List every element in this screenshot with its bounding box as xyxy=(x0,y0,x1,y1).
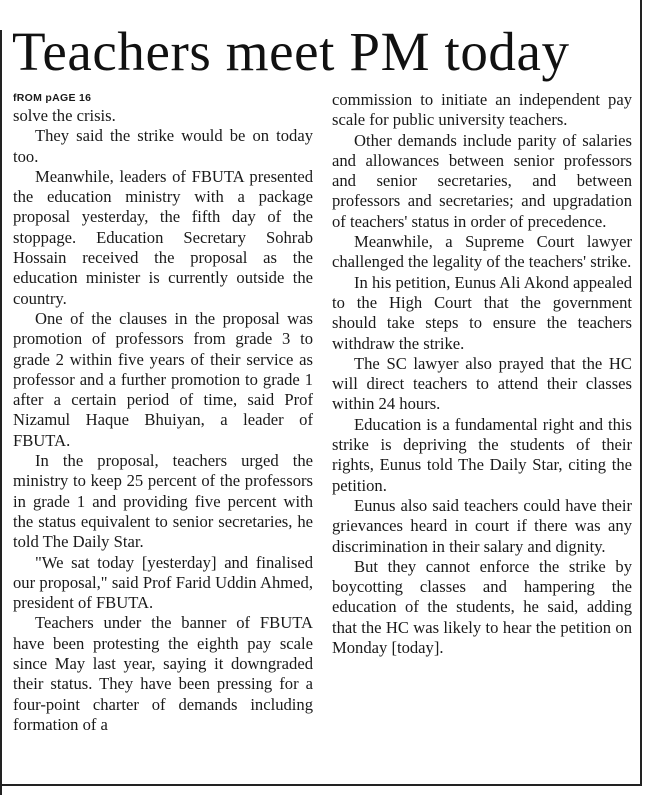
left-column xyxy=(13,88,313,735)
paragraph: Teachers under the banner of FBUTA have been protesting the eighth pay scale since May last year, saying it downgraded their status. They have been pressing for a four-point charter of demands including formation of a xyxy=(13,613,313,734)
paragraph: But they cannot enforce the strike by boycotting classes and hampering the education of the students, he said, adding that the HC was likely to hear the petition on Monday [today]. xyxy=(332,556,632,658)
paragraph: In his petition, Eunus Ali Akond appealed to the High Court that the government should take steps to ensure the teachers withdraw the strike. xyxy=(332,272,632,353)
paragraph: solve the crisis. xyxy=(13,106,116,125)
paragraph: Eunus also said teachers could have their grievances heard in court if there was any discrimination in their salary and dignity. xyxy=(332,495,632,556)
paragraph: Meanwhile, a Supreme Court lawyer challenged the legality of the teachers' strike. xyxy=(332,232,632,272)
border-bottom xyxy=(0,784,642,786)
right-column xyxy=(332,90,632,658)
headline: Teachers meet PM today xyxy=(12,21,570,82)
paragraph: They said the strike would be on today too. xyxy=(13,126,313,166)
paragraph: Other demands include parity of salaries and allowances between senior professors and senior secretaries, and between professors and secretaries; and upgradation of teachers' status in order of precedence. xyxy=(332,130,632,231)
paragraph: One of the clauses in the proposal was promotion of professors from grade 3 to grade 2 within five years of their service as professor and a further promotion to grade 1 after a certain period of time, said Prof Nizamul Haque Bhuiyan, a leader of FBUTA. xyxy=(13,308,313,450)
paragraph: Meanwhile, leaders of FBUTA presented the education ministry with a package proposal yesterday, the fifth day of the stoppage. Education Secretary Sohrab Hossain received the proposal as the education minister is currently outside the country. xyxy=(13,166,313,308)
continuation-line: fROM pAGE 16 xyxy=(13,92,92,104)
border-left xyxy=(0,30,2,795)
border-right xyxy=(640,0,642,785)
paragraph: "We sat today [yesterday] and finalised our proposal," said Prof Farid Uddin Ahmed, president of FBUTA. xyxy=(13,552,313,613)
paragraph: In the proposal, teachers urged the ministry to keep 25 percent of the professors in grade 1 and providing five percent with the status equivalent to senior secretaries, he told The Daily Star. xyxy=(13,451,313,552)
paragraph: Education is a fundamental right and this strike is depriving the students of their rights, Eunus told The Daily Star, citing the petition. xyxy=(332,414,632,495)
paragraph: commission to initiate an independent pay scale for public university teachers. xyxy=(332,90,632,130)
paragraph: The SC lawyer also prayed that the HC will direct teachers to attend their classes within 24 hours. xyxy=(332,353,632,414)
